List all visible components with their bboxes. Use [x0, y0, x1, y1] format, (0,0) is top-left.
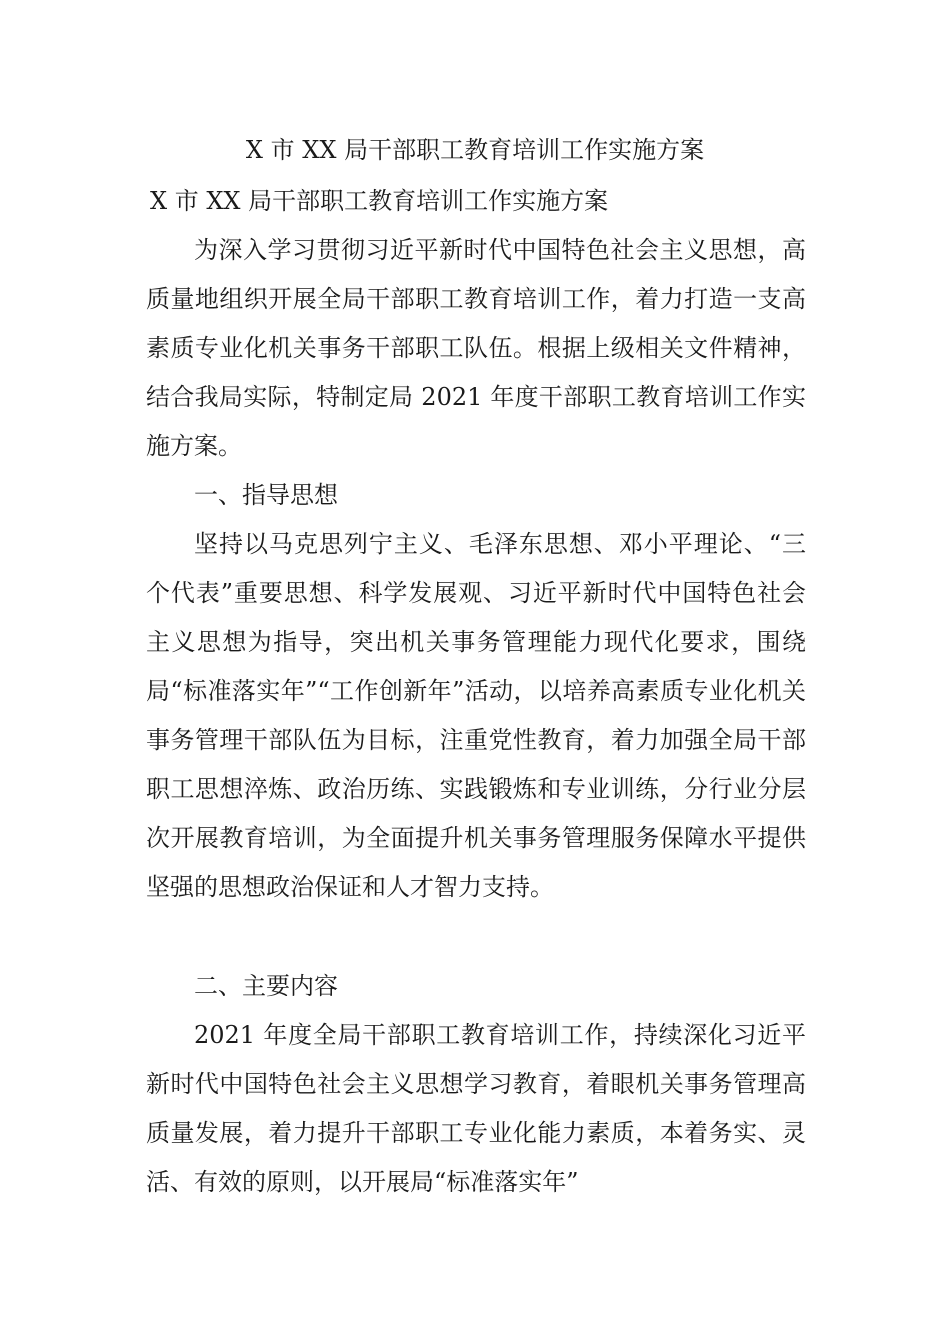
section-heading-guiding-thought: 一、指导思想 — [194, 481, 338, 509]
guiding-thought-paragraph: 坚持以马克思列宁主义、毛泽东思想、邓小平理论、“三个代表”重要思想、科学发展观、习近平新时代中国特色社会主义思想为指导，突出机关事务管理能力现代化要求，围绕局“标准落实年”“工作创新年”活动，以培养高素质专业化机关事务管理干部队伍为目标，注重党性教育，着力加强全局干部职工思想淬炼、政治历练、实践锻炼和专业训练，分行业分层次开展教育培训，为全面提升机关事务管理服务保障水平提供坚强的思想政治保证和人才智力支持。 — [146, 530, 806, 901]
main-content-paragraph: 2021 年度全局干部职工教育培训工作，持续深化习近平新时代中国特色社会主义思想学习教育，着眼机关事务管理高质量发展，着力提升干部职工专业化能力素质，本着务实、灵活、有效的原则，以开展局“标准落实年” — [146, 1021, 806, 1196]
document-subtitle: X 市 XX 局干部职工教育培训工作实施方案 — [150, 187, 609, 215]
intro-paragraph: 为深入学习贯彻习近平新时代中国特色社会主义思想，高质量地组织开展全局干部职工教育培训工作，着力打造一支高素质专业化机关事务干部职工队伍。根据上级相关文件精神，结合我局实际，特制定局 2021 年度干部职工教育培训工作实施方案。 — [146, 236, 806, 460]
document-title: X 市 XX 局干部职工教育培训工作实施方案 — [245, 136, 705, 164]
section-heading-main-content: 二、主要内容 — [194, 972, 338, 1000]
